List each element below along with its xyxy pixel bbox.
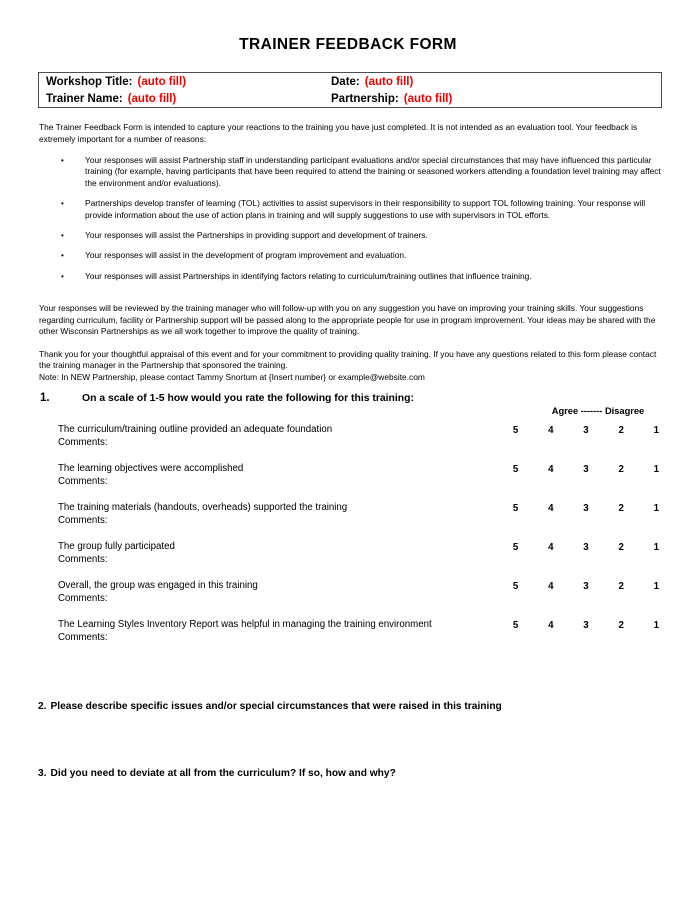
rating-item-label-block xyxy=(58,463,498,489)
bullet-dot-icon: • xyxy=(61,271,64,281)
rating-options xyxy=(498,620,674,631)
reasons-bullet-list xyxy=(39,155,661,291)
comments-label: Comments: xyxy=(58,631,108,643)
list-item xyxy=(39,198,661,221)
closing-paragraphs xyxy=(39,303,661,383)
rating-option-2[interactable]: 2 xyxy=(618,503,624,514)
rating-option-3[interactable]: 3 xyxy=(583,581,589,592)
rating-option-2[interactable]: 2 xyxy=(618,464,624,475)
rating-item-label-block xyxy=(58,619,498,645)
rating-option-4[interactable]: 4 xyxy=(548,425,554,436)
closing-paragraph-2-text: Thank you for your thoughtful appraisal of this event and for your commitment to providing quality training. If you have any questions related to this form please contact the training manager in the Partnership that sponsored the training. xyxy=(39,348,657,370)
rating-option-2[interactable]: 2 xyxy=(618,620,624,631)
bullet-dot-icon: • xyxy=(61,156,64,165)
partnership-label: Partnership: xyxy=(331,93,399,105)
rating-item-label-block xyxy=(58,502,498,528)
rating-item-label: Overall, the group was engaged in this training xyxy=(58,580,258,591)
comments-label: Comments: xyxy=(58,592,108,604)
rating-item-row xyxy=(38,580,662,613)
question-3 xyxy=(38,768,662,779)
bullet-dot-icon: • xyxy=(61,231,64,241)
rating-option-1[interactable]: 1 xyxy=(653,503,660,514)
date-label: Date: xyxy=(331,76,360,88)
partnership-value: (auto fill) xyxy=(403,93,453,105)
comments-field[interactable] xyxy=(58,515,498,528)
date-value: (auto fill) xyxy=(364,76,414,88)
rating-option-4[interactable]: 4 xyxy=(548,542,554,553)
rating-option-1[interactable]: 1 xyxy=(653,464,660,475)
closing-note: Note: In NEW Partnership, please contact Tammy Snortum at {Insert number} or example@website.com xyxy=(39,371,425,382)
rating-options xyxy=(498,464,674,475)
rating-option-4[interactable]: 4 xyxy=(548,620,554,631)
rating-options xyxy=(498,581,674,592)
rating-option-4[interactable]: 4 xyxy=(548,581,554,592)
question-2-number: 2. xyxy=(38,701,47,712)
question-2 xyxy=(38,701,662,712)
rating-option-2[interactable]: 2 xyxy=(618,542,624,553)
list-item xyxy=(39,271,661,282)
rating-option-5[interactable]: 5 xyxy=(512,542,519,553)
trainer-name-field[interactable] xyxy=(46,91,176,108)
comments-field[interactable] xyxy=(58,593,498,606)
rating-options xyxy=(498,503,674,514)
rating-item-label: The group fully participated xyxy=(58,541,175,552)
rating-option-4[interactable]: 4 xyxy=(548,464,554,475)
trainer-name-label: Trainer Name: xyxy=(46,93,123,105)
question-2-text: Please describe specific issues and/or special circumstances that were raised in this training xyxy=(50,701,502,712)
rating-scale-header-label: Agree ------- Disagree xyxy=(551,406,645,416)
closing-paragraph-2 xyxy=(39,349,661,384)
partnership-field[interactable] xyxy=(331,91,452,108)
bullet-dot-icon: • xyxy=(61,251,64,261)
rating-option-1[interactable]: 1 xyxy=(653,542,660,553)
rating-item-row xyxy=(38,619,662,652)
rating-options xyxy=(498,425,674,436)
rating-option-3[interactable]: 3 xyxy=(583,425,589,436)
closing-paragraph-1: Your responses will be reviewed by the training manager who will follow-up with you on any suggestion you have on improving your training skills. Your suggestions regarding curriculum, facility or Partnership support will be passed along to the appropriate people for use in program improvement. Your ideas may be shared with the other Wisconsin Partnerships as we all work together to improve the quality of training. xyxy=(39,303,656,336)
header-row-1 xyxy=(39,74,661,91)
rating-option-3[interactable]: 3 xyxy=(583,503,589,514)
comments-label: Comments: xyxy=(58,553,108,565)
rating-item-label: The training materials (handouts, overheads) supported the training xyxy=(58,502,348,513)
header-row-2 xyxy=(39,91,661,108)
rating-item-row xyxy=(38,541,662,574)
rating-option-5[interactable]: 5 xyxy=(512,464,519,475)
list-item-text: Your responses will assist in the development of program improvement and evaluation. xyxy=(85,250,407,261)
rating-option-2[interactable]: 2 xyxy=(618,425,624,436)
list-item-text: Your responses will assist the Partnerships in providing support and development of trainers. xyxy=(85,230,428,241)
rating-items-list xyxy=(38,424,662,658)
comments-field[interactable] xyxy=(58,437,498,450)
question-1-text: On a scale of 1-5 how would you rate the following for this training: xyxy=(82,393,414,404)
bullet-dot-icon: • xyxy=(61,199,64,209)
rating-option-3[interactable]: 3 xyxy=(583,620,589,631)
rating-item-label-block xyxy=(58,424,498,450)
list-item xyxy=(39,230,661,241)
comments-label: Comments: xyxy=(58,514,108,526)
rating-option-3[interactable]: 3 xyxy=(583,542,589,553)
list-item-text: Your responses will assist Partnerships in identifying factors relating to curriculum/training outlines that influence training. xyxy=(85,270,532,281)
rating-option-3[interactable]: 3 xyxy=(583,464,589,475)
workshop-title-field[interactable] xyxy=(46,74,186,91)
rating-options xyxy=(498,542,674,553)
comments-label: Comments: xyxy=(58,475,108,487)
date-field[interactable] xyxy=(331,74,413,91)
intro-paragraph: The Trainer Feedback Form is intended to capture your reactions to the training you have just completed. It is not intended as an evaluation tool. Your feedback is extremely important for a number of reasons: xyxy=(39,122,638,144)
rating-option-1[interactable]: 1 xyxy=(653,620,660,631)
rating-option-4[interactable]: 4 xyxy=(548,503,554,514)
rating-item-label-block xyxy=(58,541,498,567)
question-3-text: Did you need to deviate at all from the curriculum? If so, how and why? xyxy=(50,768,396,779)
workshop-title-label: Workshop Title: xyxy=(46,76,133,88)
list-item xyxy=(39,250,661,261)
rating-item-label-block xyxy=(58,580,498,606)
question-3-number: 3. xyxy=(38,768,47,779)
trainer-name-value: (auto fill) xyxy=(127,93,177,105)
rating-item-row xyxy=(38,463,662,496)
comments-field[interactable] xyxy=(58,554,498,567)
rating-option-2[interactable]: 2 xyxy=(618,581,624,592)
rating-option-5[interactable]: 5 xyxy=(512,503,519,514)
list-item-text: Partnerships develop transfer of learning (TOL) activities to assist supervisors in their responsibility to support TOL following training. Your response will provide information about the use of action plans in training and will supply suggestions to use with supervisors in TOL efforts. xyxy=(85,198,646,220)
list-item-text: Your responses will assist Partnership staff in understanding participant evaluations and/or special circumstances that may have influenced this particular training (for example, having participants that have been required to attend the training or seasoned workers attending a foundation level training may affect the environment and/or evaluations). xyxy=(85,155,661,188)
page-title: TRAINER FEEDBACK FORM xyxy=(239,36,457,53)
rating-item-row xyxy=(38,502,662,535)
list-item xyxy=(39,155,661,189)
comments-field[interactable] xyxy=(58,476,498,489)
rating-item-label: The learning objectives were accomplished xyxy=(58,463,244,474)
rating-option-1[interactable]: 1 xyxy=(653,425,660,436)
header-fields-box xyxy=(38,72,662,108)
question-1-number: 1. xyxy=(40,392,50,404)
rating-item-label: The curriculum/training outline provided an adequate foundation xyxy=(58,424,333,435)
rating-item-row xyxy=(38,424,662,457)
rating-item-label: The Learning Styles Inventory Report was helpful in managing the training environment xyxy=(58,619,432,630)
rating-option-5[interactable]: 5 xyxy=(512,581,519,592)
rating-option-5[interactable]: 5 xyxy=(512,620,519,631)
comments-field[interactable] xyxy=(58,632,498,645)
workshop-title-value: (auto fill) xyxy=(137,76,187,88)
rating-option-5[interactable]: 5 xyxy=(512,425,519,436)
rating-option-1[interactable]: 1 xyxy=(653,581,660,592)
comments-label: Comments: xyxy=(58,436,108,448)
